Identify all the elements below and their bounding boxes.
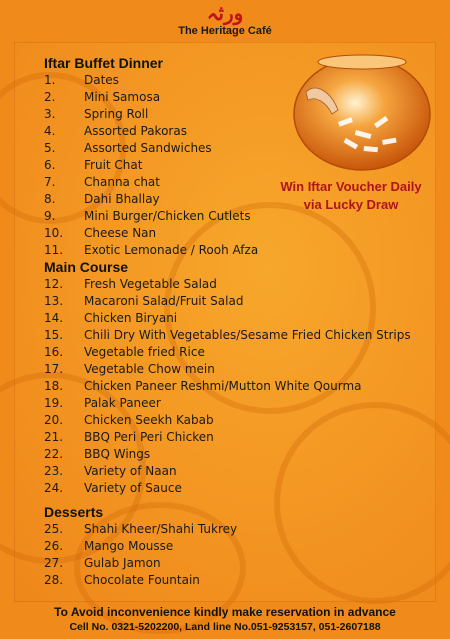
menu-item-name: Vegetable Chow mein — [84, 362, 215, 376]
menu-item-name: Exotic Lemonade / Rooh Afza — [84, 243, 259, 257]
menu-item-number: 18. — [44, 379, 64, 393]
menu-item — [44, 140, 404, 157]
menu-item — [44, 293, 404, 310]
logo: ورثہ — [206, 1, 244, 25]
menu-item-number: 26. — [44, 539, 64, 553]
menu-item-name: Assorted Sandwiches — [84, 141, 212, 155]
menu-item — [44, 157, 404, 174]
menu-item-name: Variety of Sauce — [84, 481, 182, 495]
section-spacer — [44, 497, 404, 504]
menu-item — [44, 446, 404, 463]
menu-item-name: Channa chat — [84, 175, 160, 189]
brand-name: The Heritage Café — [178, 25, 272, 37]
menu-item — [44, 191, 404, 208]
menu-item-number: 3. — [44, 107, 56, 121]
contact-numbers: Cell No. 0321-5202200, Land line No.051-9253157, 051-2607188 — [69, 621, 381, 633]
section-title: Iftar Buffet Dinner — [44, 55, 163, 71]
menu-item — [44, 344, 404, 361]
menu-item — [44, 106, 404, 123]
menu-item-name: BBQ Wings — [84, 447, 151, 461]
menu-item-name: Fruit Chat — [84, 158, 143, 172]
menu-item-name: Cheese Nan — [84, 226, 157, 240]
menu-item — [44, 225, 404, 242]
menu-item-name: Chicken Paneer Reshmi/Mutton White Qourma — [84, 379, 362, 393]
menu-item-number: 10. — [44, 226, 64, 240]
menu-item-name: Fresh Vegetable Salad — [84, 277, 217, 291]
menu-item-name: Assorted Pakoras — [84, 124, 187, 138]
menu-item — [44, 395, 404, 412]
menu-item-name: Shahi Kheer/Shahi Tukrey — [84, 522, 238, 536]
menu-item-number: 15. — [44, 328, 64, 342]
menu-item-name: Dahi Bhallay — [84, 192, 160, 206]
menu-item-number: 5. — [44, 141, 56, 155]
menu-item — [44, 538, 404, 555]
menu-item-number: 25. — [44, 522, 64, 536]
menu-item — [44, 555, 404, 572]
menu-item — [44, 361, 404, 378]
menu-item — [44, 572, 404, 589]
menu-item-number: 22. — [44, 447, 64, 461]
menu-item-name: Macaroni Salad/Fruit Salad — [84, 294, 244, 308]
menu-item-number: 16. — [44, 345, 64, 359]
menu-item-name: Chocolate Fountain — [84, 573, 200, 587]
menu-item-number: 24. — [44, 481, 64, 495]
menu-item — [44, 310, 404, 327]
menu-item-number: 20. — [44, 413, 64, 427]
menu-item-number: 12. — [44, 277, 64, 291]
menu-item-number: 1. — [44, 73, 56, 87]
menu-item-name: Chicken Biryani — [84, 311, 178, 325]
menu-item — [44, 378, 404, 395]
menu-item — [44, 480, 404, 497]
menu-item-number: 9. — [44, 209, 56, 223]
menu-item — [44, 463, 404, 480]
menu-item-name: Dates — [84, 73, 119, 87]
menu-item — [44, 208, 404, 225]
menu-item-number: 11. — [44, 243, 64, 257]
menu-item — [44, 89, 404, 106]
menu-item-name: BBQ Peri Peri Chicken — [84, 430, 214, 444]
menu-item — [44, 276, 404, 293]
menu-item-number: 21. — [44, 430, 64, 444]
promo-line-2: via Lucky Draw — [303, 197, 399, 212]
menu-item-name: Mango Mousse — [84, 539, 174, 553]
menu-item-number: 27. — [44, 556, 64, 570]
menu-item — [44, 429, 404, 446]
menu-item — [44, 123, 404, 140]
menu-item-number: 17. — [44, 362, 64, 376]
reservation-notice: To Avoid inconvenience kindly make reservation in advance — [54, 605, 396, 619]
menu-item-number: 23. — [44, 464, 64, 478]
promo-line-1: Win Iftar Voucher Daily — [280, 179, 422, 194]
menu-item-name: Mini Burger/Chicken Cutlets — [84, 209, 251, 223]
menu-item-name: Spring Roll — [84, 107, 149, 121]
menu-item-name: Chicken Seekh Kabab — [84, 413, 214, 427]
footer — [0, 604, 450, 635]
menu-item-name: Variety of Naan — [84, 464, 177, 478]
menu-item-number: 8. — [44, 192, 56, 206]
menu-item-name: Vegetable fried Rice — [84, 345, 205, 359]
menu-item — [44, 174, 404, 191]
menu-item-name: Gulab Jamon — [84, 556, 161, 570]
menu-item — [44, 242, 404, 259]
section-title: Desserts — [44, 504, 104, 520]
menu-item-number: 13. — [44, 294, 64, 308]
menu-item-name: Chili Dry With Vegetables/Sesame Fried Chicken Strips — [84, 328, 411, 342]
menu-item-name: Mini Samosa — [84, 90, 161, 104]
menu-item — [44, 521, 404, 538]
menu-item — [44, 327, 411, 344]
section-title: Main Course — [44, 259, 129, 275]
menu-item-name: Palak Paneer — [84, 396, 161, 410]
menu-item-number: 4. — [44, 124, 56, 138]
menu-item-number: 19. — [44, 396, 64, 410]
menu-item-number: 7. — [44, 175, 56, 189]
menu-item-number: 14. — [44, 311, 64, 325]
menu-item-number: 2. — [44, 90, 56, 104]
menu-item — [44, 412, 404, 429]
menu-item-number: 28. — [44, 573, 64, 587]
menu-list — [44, 55, 411, 589]
menu-item — [44, 72, 404, 89]
menu-item-number: 6. — [44, 158, 56, 172]
